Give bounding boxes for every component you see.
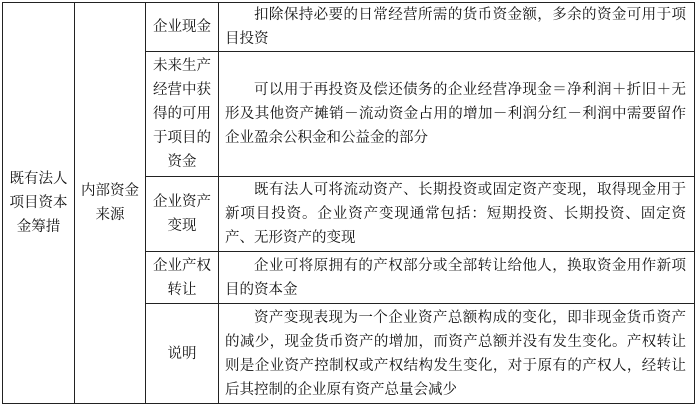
term-label: 企业现金 bbox=[153, 19, 211, 35]
description-cell bbox=[219, 3, 695, 52]
term-label: 说明 bbox=[167, 345, 197, 362]
description-text: 既有法人可将流动资产、长期投资或固定资产变现，取得现金用于新项目投资。企业资产变现通常包括：短期投资、长期投资、固定资产、无形资产的变现 bbox=[225, 182, 686, 246]
financing-table bbox=[2, 2, 695, 404]
description-text: 资产变现表现为一个企业资产总额构成的变化，即非现金货币资产的减少，现金货币资产的增加，而资产总额并没有发生变化。产权转让则是企业资产控制权或产权结构发生变化，对于原有的产权人，经转让后其控制的企业原有资产总量会减少 bbox=[225, 309, 686, 398]
term-cell bbox=[146, 3, 219, 52]
subcategory-label: 内部资金来源 bbox=[81, 183, 139, 223]
category-cell bbox=[3, 3, 75, 404]
term-cell bbox=[146, 252, 219, 304]
subcategory-cell bbox=[75, 3, 146, 404]
term-cell bbox=[146, 177, 219, 252]
term-cell bbox=[146, 52, 219, 177]
term-label: 未来生产经营中获得的可用于项目的资金 bbox=[153, 58, 211, 170]
term-label: 企业产权转让 bbox=[153, 257, 211, 298]
description-text: 企业可将原拥有的产权部分或全部转让给他人，换取资金用作新项目的资本金 bbox=[225, 257, 686, 298]
table-row bbox=[3, 3, 695, 52]
description-cell bbox=[219, 177, 695, 252]
description-text: 扣除保持必要的日常经营所需的货币资金额，多余的资金可用于项目投资 bbox=[225, 7, 686, 47]
description-cell bbox=[219, 52, 695, 177]
description-cell bbox=[219, 252, 695, 304]
term-cell bbox=[146, 304, 219, 404]
term-label: 企业资产变现 bbox=[153, 194, 211, 234]
category-label: 既有法人项目资本金筹措 bbox=[9, 171, 68, 235]
description-cell bbox=[219, 304, 695, 404]
description-text: 可以用于再投资及偿还债务的企业经营净现金＝净利润＋折旧＋无形及其他资产摊销－流动资金占用的增加－利润分红－利润中需要留作企业盈余公积金和公益金的部分 bbox=[225, 82, 686, 146]
